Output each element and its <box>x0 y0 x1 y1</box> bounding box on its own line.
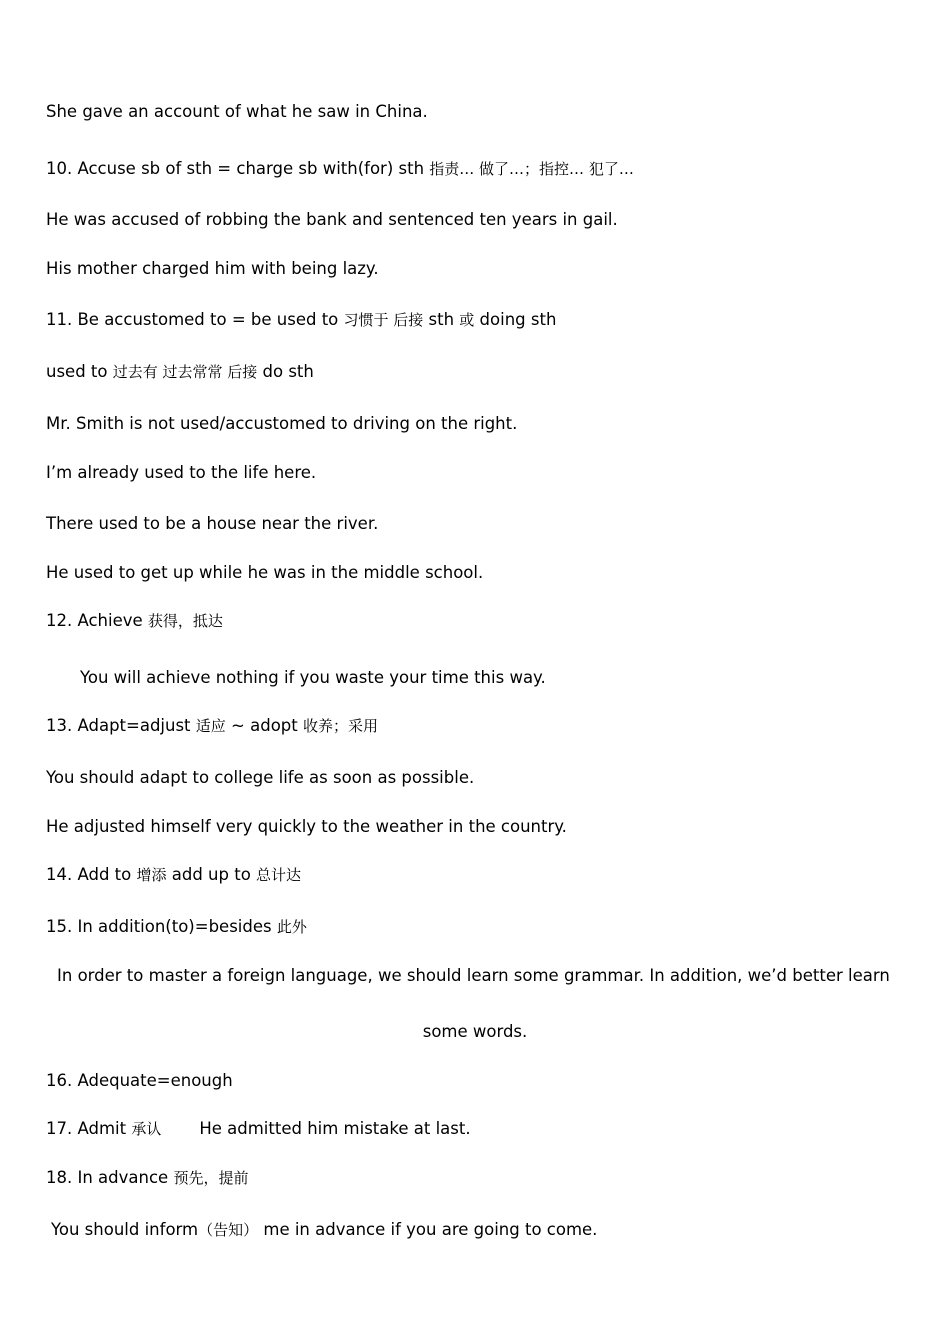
entry-text: 14. Add to <box>46 865 137 884</box>
entry-translation: 过去有 过去常常 后接 <box>112 363 258 381</box>
vocab-subentry <box>46 361 314 383</box>
example-sentence: In order to master a foreign language, we should learn some grammar. In addition, we’d better learn <box>57 966 890 985</box>
entry-translation: （告知） <box>198 1221 259 1239</box>
vocab-entry-14 <box>46 864 301 886</box>
vocab-entry-17 <box>46 1118 471 1140</box>
entry-translation: 预先，提前 <box>173 1169 249 1187</box>
entry-translation: 此外 <box>276 918 307 936</box>
entry-text: do sth <box>257 362 314 381</box>
entry-text: 17. Admit <box>46 1119 132 1138</box>
vocab-entry-16: 16. Adequate=enough <box>46 1071 233 1090</box>
example-sentence: He adjusted himself very quickly to the weather in the country. <box>46 817 567 836</box>
entry-text: used to <box>46 362 113 381</box>
entry-text: 18. In advance <box>46 1168 174 1187</box>
vocab-entry-12 <box>46 610 223 632</box>
example-sentence: I’m already used to the life here. <box>46 463 317 482</box>
example-sentence-continued: some words. <box>422 1022 528 1041</box>
entry-translation: 习惯于 后接 <box>343 311 424 329</box>
example-sentence: He used to get up while he was in the middle school. <box>46 563 484 582</box>
entry-text: sth <box>423 310 460 329</box>
vocab-entry-11 <box>46 309 556 331</box>
vocab-entry-15 <box>46 916 307 938</box>
vocab-entry-10 <box>46 158 634 180</box>
example-sentence: You should adapt to college life as soon as possible. <box>46 768 475 787</box>
entry-translation: 适应 <box>195 717 226 735</box>
example-sentence: There used to be a house near the river. <box>46 514 379 533</box>
entry-text: 11. Be accustomed to = be used to <box>46 310 344 329</box>
example-sentence: His mother charged him with being lazy. <box>46 259 379 278</box>
example-sentence: She gave an account of what he saw in China. <box>46 102 428 121</box>
entry-translation: 收养；采用 <box>302 717 378 735</box>
example-sentence <box>51 1219 597 1241</box>
example-sentence: Mr. Smith is not used/accustomed to driving on the right. <box>46 414 518 433</box>
entry-text: ~ adopt <box>225 716 303 735</box>
entry-translation: 指责… 做了…；指控… 犯了… <box>429 160 634 178</box>
entry-text: 12. Achieve <box>46 611 148 630</box>
entry-text: You should inform <box>51 1220 199 1239</box>
entry-text: me in advance if you are going to come. <box>258 1220 598 1239</box>
entry-text: 13. Adapt=adjust <box>46 716 196 735</box>
entry-translation: 获得，抵达 <box>147 612 223 630</box>
vocab-entry-18 <box>46 1167 248 1189</box>
vocab-entry-13 <box>46 715 378 737</box>
entry-text: 10. Accuse sb of sth = charge sb with(for) sth <box>46 159 430 178</box>
entry-translation: 承认 <box>131 1120 162 1138</box>
example-sentence: He was accused of robbing the bank and sentenced ten years in gail. <box>46 210 618 229</box>
entry-text: 15. In addition(to)=besides <box>46 917 277 936</box>
entry-translation: 增添 <box>136 866 167 884</box>
entry-example: He admitted him mistake at last. <box>199 1119 471 1138</box>
entry-text: doing sth <box>474 310 557 329</box>
entry-translation: 总计达 <box>256 866 302 884</box>
entry-translation: 或 <box>459 311 475 329</box>
example-sentence: You will achieve nothing if you waste your time this way. <box>80 668 546 687</box>
entry-text: add up to <box>166 865 257 884</box>
